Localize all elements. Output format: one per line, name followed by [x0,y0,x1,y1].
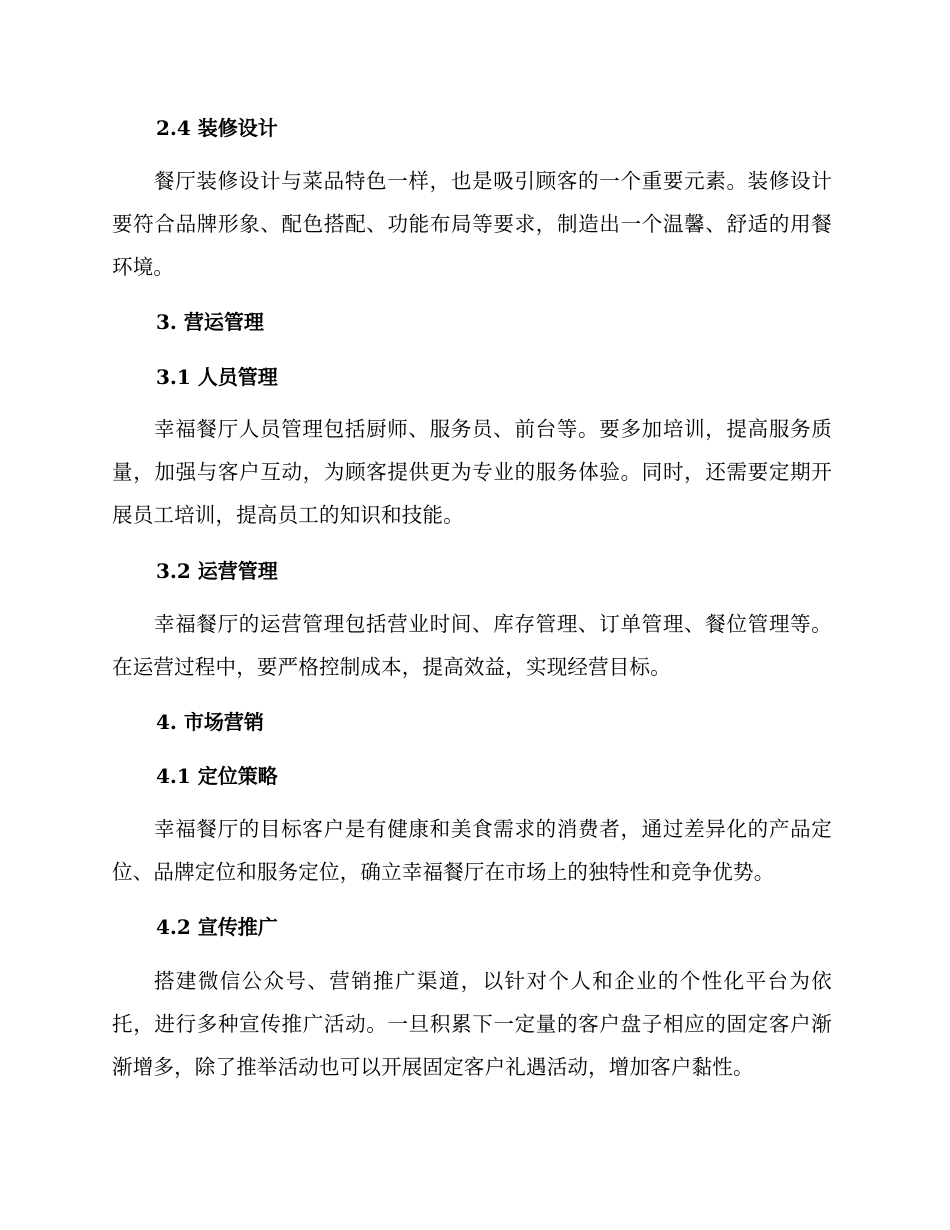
paragraph-4-2: 搭建微信公众号、营销推广渠道，以针对个人和企业的个性化平台为依托，进行多种宣传推广活动。一旦积累下一定量的客户盘子相应的固定客户渐渐增多，除了推举活动也可以开展固定客户礼遇活动，增加客户黏性。 [112,969,832,1079]
paragraph-2-4: 餐厅装修设计与菜品特色一样，也是吸引顾客的一个重要元素。装修设计要符合品牌形象、配色搭配、功能布局等要求，制造出一个温馨、舒适的用餐环境。 [112,169,832,279]
heading-4-2: 4.2 宣传推广 [156,915,278,939]
heading-2-4: 2.4 装修设计 [156,116,278,140]
paragraph-3-1: 幸福餐厅人员管理包括厨师、服务员、前台等。要多加培训，提高服务质量，加强与客户互动，为顾客提供更为专业的服务体验。同时，还需要定期开展员工培训，提高员工的知识和技能。 [112,417,832,527]
heading-4: 4. 市场营销 [156,710,264,734]
heading-3: 3. 营运管理 [156,310,264,334]
heading-3-1: 3.1 人员管理 [156,365,278,389]
paragraph-4-1: 幸福餐厅的目标客户是有健康和美食需求的消费者，通过差异化的产品定位、品牌定位和服务定位，确立幸福餐厅在市场上的独特性和竞争优势。 [112,817,832,884]
paragraph-3-2: 幸福餐厅的运营管理包括营业时间、库存管理、订单管理、餐位管理等。在运营过程中，要严格控制成本，提高效益，实现经营目标。 [112,612,832,679]
heading-3-2: 3.2 运营管理 [156,559,278,583]
heading-4-1: 4.1 定位策略 [156,764,278,788]
